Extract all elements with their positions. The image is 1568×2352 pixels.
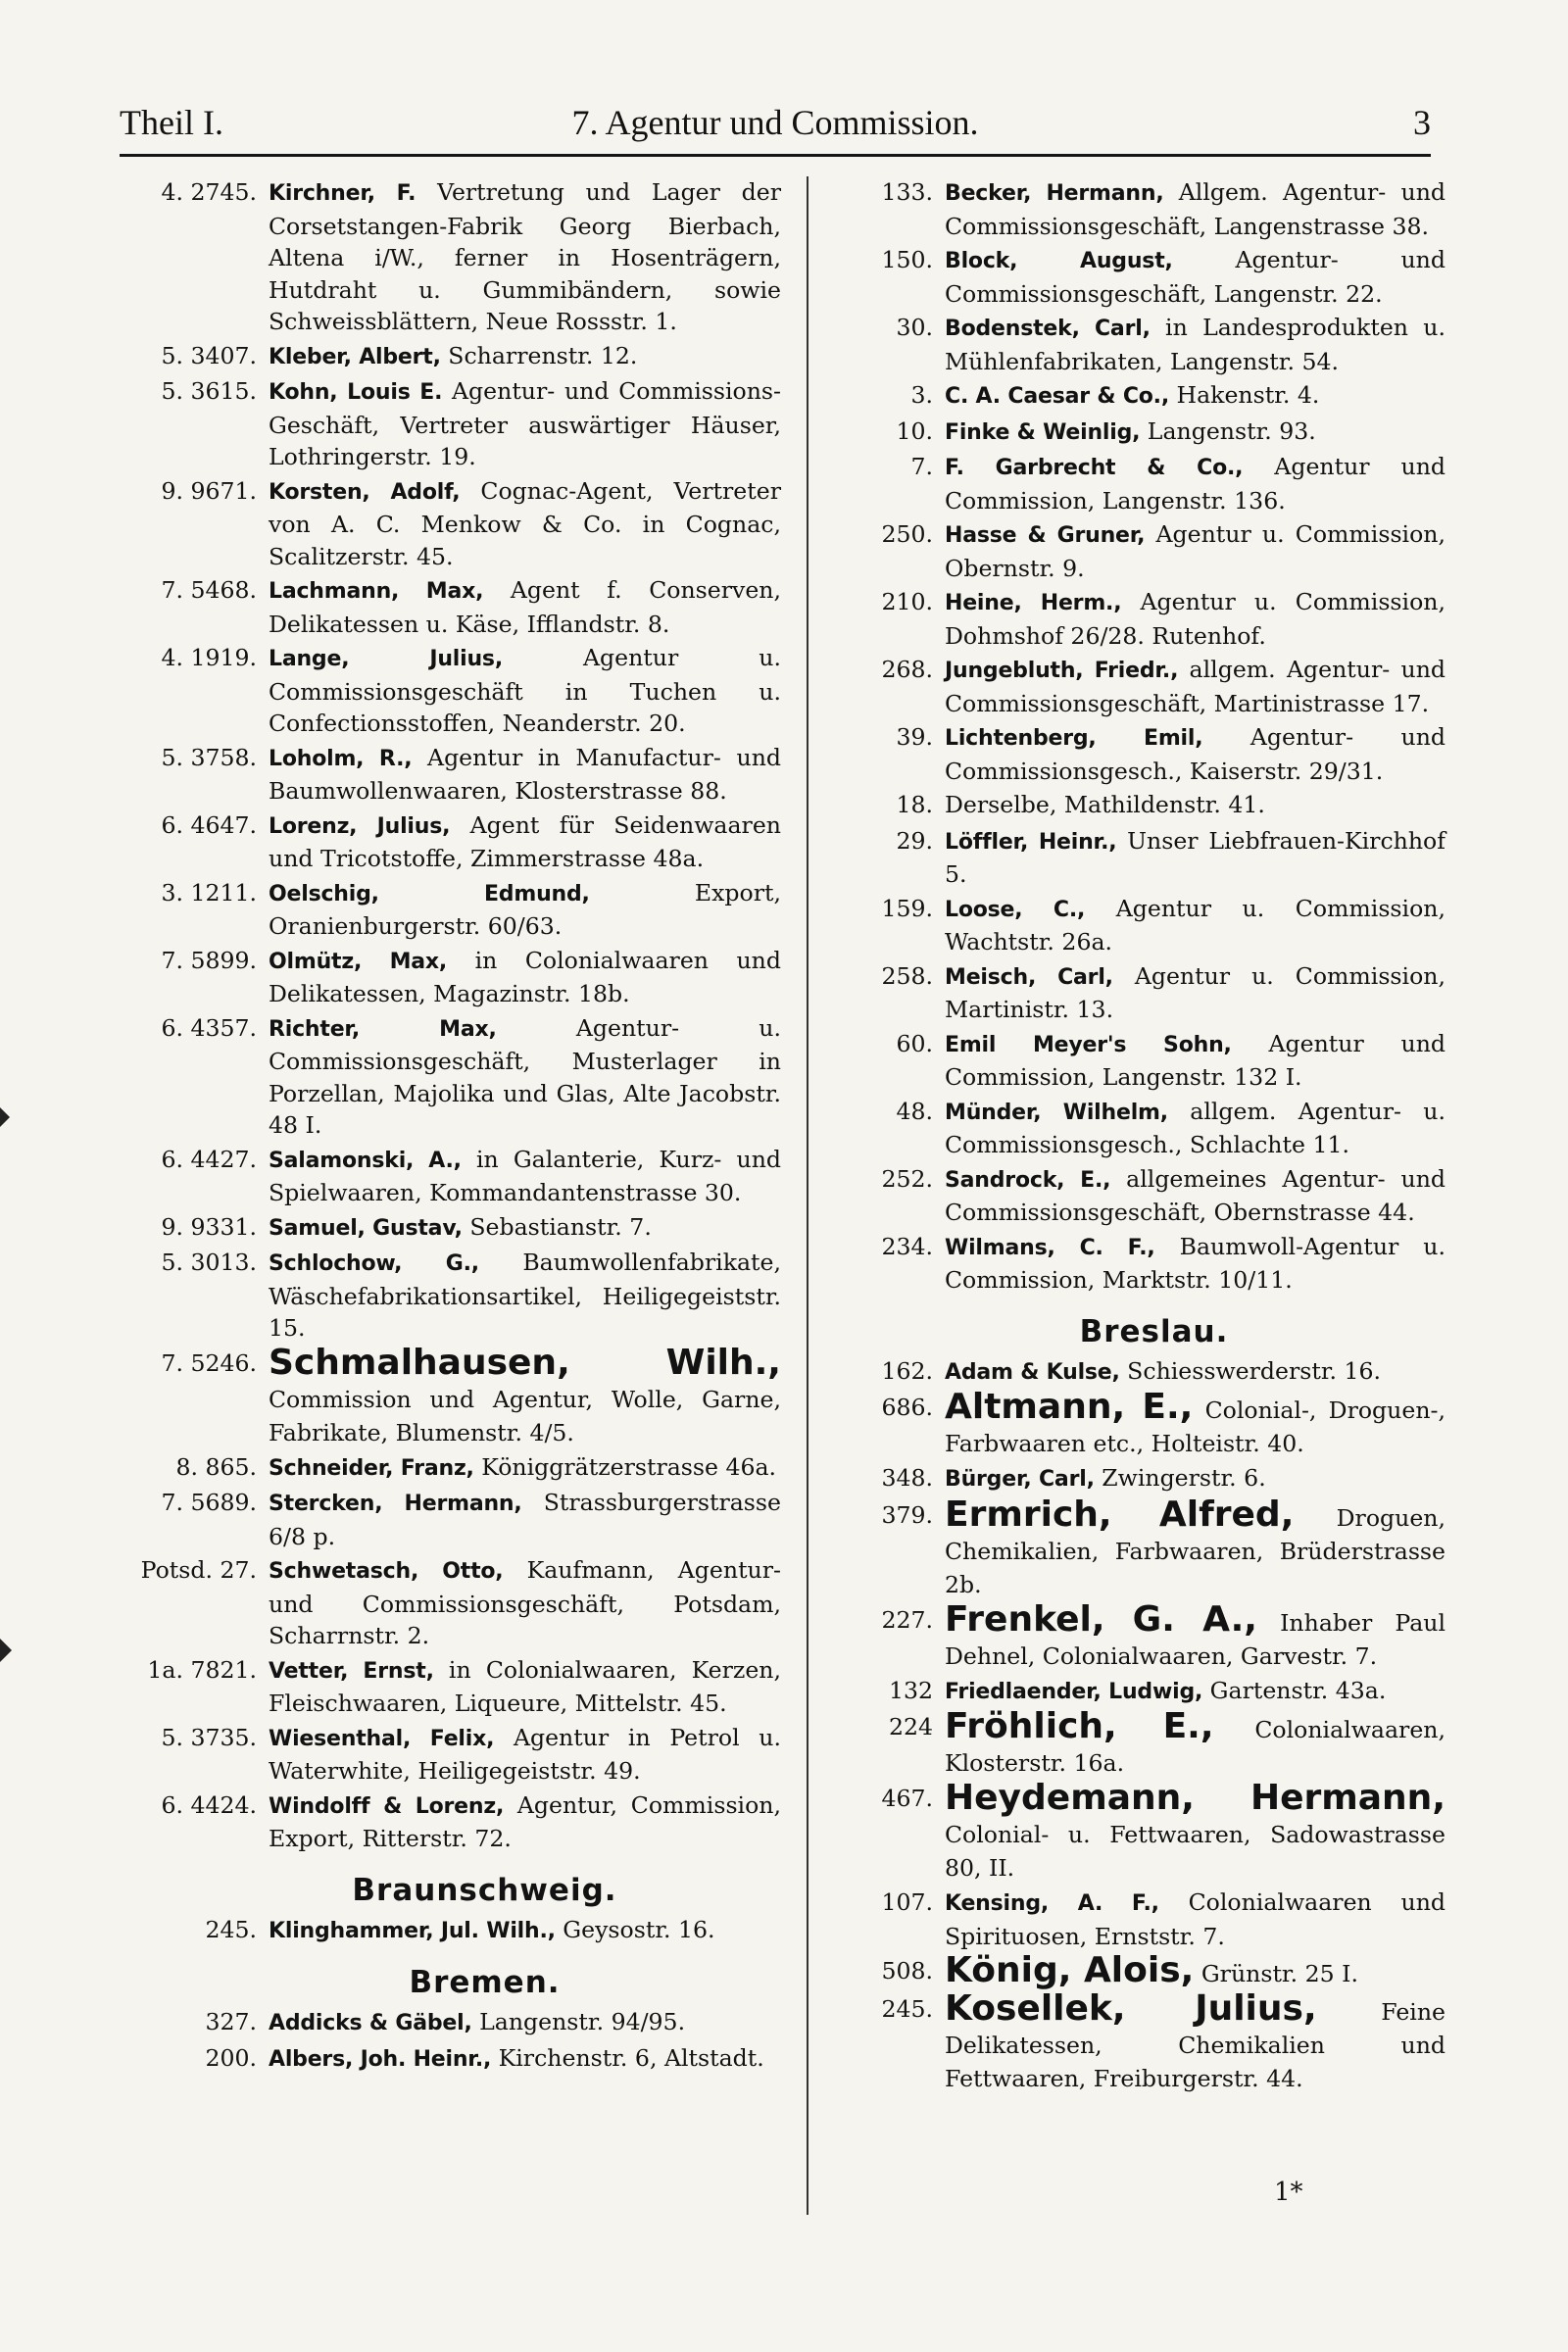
entry-number: 258. [881, 961, 933, 990]
entry-body [269, 2042, 781, 2077]
entry-description: Langenstr. 94/95. [471, 2008, 686, 2035]
entry-description: allgem. Agentur- u. Commissionsgesch., Schlachte 11. [945, 1097, 1446, 1158]
entry-description: Agentur u. Commissionsgeschäft in Tuchen u. Confectionsstoffen, Neanderstr. 20. [269, 644, 781, 737]
firm-name: Olmütz, Max, [269, 949, 448, 974]
entry-body [269, 1789, 781, 1855]
entry-description: Inhaber Paul Dehnel, Colonialwaaren, Garvestr. 7. [945, 1608, 1446, 1670]
entry-description: Agentur- u. Commissionsgeschäft, Musterlager in Porzellan, Majolika und Glas, Alte Jacobstr. 48 I. [269, 1013, 781, 1139]
entry-body [945, 1096, 1446, 1161]
entry-number: 107. [881, 1888, 933, 1916]
directory-entry [833, 654, 1446, 719]
entry-number: 4. 2745. [161, 178, 257, 206]
entry-body [269, 1722, 781, 1788]
firm-name: Becker, Hermann, [945, 181, 1164, 206]
entry-number: 5. 3407. [161, 341, 257, 369]
entry-body [945, 1778, 1446, 1885]
entry-description: Schiesswerderstr. 16. [1119, 1356, 1382, 1385]
firm-name: Lichtenberg, Emil, [945, 726, 1203, 751]
entry-body [269, 375, 781, 473]
firm-name: Kosellek, Julius, [945, 1988, 1317, 2029]
entry-description: Agentur- und Commissionsgesch., Kaiserstr. 29/31. [945, 723, 1446, 785]
directory-entry [833, 176, 1446, 242]
entry-number: 10. [896, 416, 933, 445]
entry-number: 200. [205, 2043, 257, 2072]
entry-description: Agentur u. Commission, Martinistr. 13. [945, 961, 1446, 1023]
entry-body [269, 1012, 781, 1142]
entry-body [269, 1342, 781, 1449]
entry-number: 3. 1211. [161, 878, 257, 906]
entry-body [945, 789, 1446, 823]
entry-body [945, 176, 1446, 242]
directory-entry [120, 2042, 781, 2077]
entry-number: 1a. 7821. [147, 1655, 257, 1684]
entry-body [945, 1387, 1446, 1460]
entry-number: 234. [881, 1232, 933, 1260]
directory-entry [833, 1163, 1446, 1229]
firm-name: F. Garbrecht & Co., [945, 456, 1244, 480]
entry-number: 467. [881, 1785, 933, 1812]
entry-body [269, 1211, 781, 1246]
directory-entry [833, 1706, 1446, 1780]
firm-name: Oelschig, Edmund, [269, 881, 590, 906]
entry-description: Königgrätzerstrasse 46a. [473, 1452, 777, 1481]
directory-entry [120, 1654, 781, 1720]
entry-description: Feine Delikatessen, Chemikalien und Fettwaaren, Freiburgerstr. 44. [945, 1998, 1446, 2092]
firm-name: Heydemann, Hermann, [945, 1778, 1446, 1818]
firm-name: Loose, C., [945, 897, 1086, 922]
directory-entry [833, 1598, 1446, 1673]
entry-description: Derselbe, Mathildenstr. 41. [945, 791, 1265, 818]
entry-body [269, 1654, 781, 1720]
entry-description: Strassburgerstrasse 6/8 p. [269, 1489, 781, 1550]
entry-body [945, 1886, 1446, 1952]
entry-number: 508. [881, 1957, 933, 1984]
page-edge-mark [0, 1107, 10, 1127]
directory-entry [833, 1096, 1446, 1161]
entry-description: Grünstr. 25 I. [1194, 1960, 1358, 1987]
entry-body [945, 1950, 1446, 1990]
entry-body [945, 244, 1446, 310]
directory-entry [120, 475, 781, 573]
entry-description: Agentur und Commission, Langenstr. 136. [945, 453, 1446, 514]
firm-name: Friedlaender, Ludwig, [945, 1679, 1203, 1704]
entry-number: 18. [896, 791, 933, 818]
entry-number: 227. [881, 1605, 933, 1634]
entry-number: 210. [881, 588, 933, 615]
entry-description: allgemeines Agentur- und Commissionsgeschäft, Obernstrasse 44. [945, 1164, 1446, 1226]
entry-body [945, 1706, 1446, 1780]
entry-body [945, 312, 1446, 377]
entry-body [269, 2006, 781, 2040]
entry-description: Kaufmann, Agentur- und Commissionsgeschäft, Potsdam, Scharrnstr. 2. [269, 1556, 781, 1649]
directory-entry [120, 176, 781, 338]
directory-entry [120, 1144, 781, 1209]
entry-body [269, 176, 781, 338]
entry-number: 150. [881, 246, 933, 273]
entry-description: Agentur in Manufactur- und Baumwollenwaaren, Klosterstrasse 88. [269, 743, 782, 805]
directory-entry [120, 2006, 781, 2040]
entry-description: Geysostr. 16. [555, 1915, 715, 1943]
entry-body [269, 1247, 781, 1345]
entry-body [945, 654, 1446, 719]
entry-body [945, 1028, 1446, 1094]
firm-name: Emil Meyer's Sohn, [945, 1032, 1232, 1057]
entry-body [945, 1355, 1446, 1390]
firm-name: König, Alois, [945, 1950, 1195, 1990]
entry-description: Langenstr. 93. [1140, 416, 1316, 445]
entry-description: Gartenstr. 43a. [1202, 1676, 1387, 1704]
entry-number: 9. 9331. [161, 1212, 257, 1241]
entry-number: 6. 4357. [161, 1013, 257, 1042]
entry-number: 7. [910, 453, 933, 480]
entry-body [945, 416, 1446, 450]
firm-name: Kohn, Louis E. [269, 380, 443, 405]
entry-number: 60. [896, 1029, 933, 1057]
entry-number: 252. [881, 1164, 933, 1193]
entry-body [945, 379, 1446, 414]
entry-number: 39. [896, 723, 933, 751]
entry-description: in Colonialwaaren und Delikatessen, Magazinstr. 18b. [269, 946, 781, 1007]
directory-entry [833, 586, 1446, 652]
directory-entry [120, 1487, 781, 1552]
section-title: 7. Agentur und Commission. [571, 103, 979, 142]
entry-number: 245. [205, 1915, 257, 1943]
firm-name: Loholm, R., [269, 746, 413, 771]
entry-number: 162. [881, 1356, 933, 1385]
firm-name: Kensing, A. F., [945, 1891, 1159, 1916]
firm-name: Kleber, Albert, [269, 344, 441, 369]
entry-description: Droguen, Chemikalien, Farbwaaren, Brüderstrasse 2b. [945, 1503, 1446, 1598]
entry-body [269, 574, 781, 640]
entry-body [945, 518, 1446, 584]
directory-entry [833, 960, 1446, 1026]
entry-body [945, 960, 1446, 1026]
entry-description: Agent f. Conserven, Delikatessen u. Käse, Ifflandstr. 8. [269, 576, 781, 638]
city-heading: Braunschweig. [352, 1872, 617, 1908]
city-heading: Breslau. [1079, 1313, 1229, 1349]
firm-name: Albers, Joh. Heinr., [269, 2046, 492, 2072]
entry-number: 245. [881, 1995, 933, 2023]
directory-entry [833, 825, 1446, 891]
firm-name: Schmalhausen, Wilh., [269, 1342, 781, 1383]
entry-description: Export, Oranienburgerstr. 60/63. [269, 878, 781, 940]
page-header [120, 102, 1431, 147]
entry-description: Unser Liebfrauen-Kirchhof 5. [945, 826, 1446, 888]
firm-name: Bürger, Carl, [945, 1467, 1095, 1492]
page-number: 3 [1413, 103, 1431, 142]
signature-mark: 1* [1274, 2178, 1303, 2207]
entry-number: 9. 9671. [161, 476, 257, 505]
directory-entry [120, 1914, 781, 1948]
entry-body [269, 1914, 781, 1948]
entry-description: in Colonialwaaren, Kerzen, Fleischwaaren, Liqueure, Mittelstr. 45. [269, 1655, 781, 1717]
entry-body [945, 1462, 1446, 1496]
entry-number: 348. [881, 1464, 933, 1492]
directory-entry [833, 893, 1446, 958]
entry-body [269, 742, 781, 808]
directory-entry [833, 451, 1446, 516]
entry-description: Sebastianstr. 7. [462, 1212, 652, 1241]
entry-body [269, 945, 781, 1010]
entry-number: 6. 4424. [161, 1790, 257, 1819]
directory-entry [120, 1451, 781, 1486]
firm-name: Samuel, Gustav, [269, 1215, 463, 1241]
firm-name: Wiesenthal, Felix, [269, 1726, 495, 1751]
entry-description: Colonialwaaren, Klosterstr. 16a. [945, 1716, 1446, 1777]
entry-description: Baumwoll-Agentur u. Commission, Marktstr. 10/11. [945, 1232, 1446, 1294]
entry-number: 7. 5246. [161, 1348, 257, 1377]
right-column [833, 176, 1446, 2097]
entry-number: 30. [896, 314, 933, 341]
left-column [120, 176, 781, 2078]
city-heading: Bremen. [409, 1965, 561, 2000]
entry-description: Allgem. Agentur- und Commissionsgeschäft, Langenstrasse 38. [945, 178, 1446, 240]
firm-name: Meisch, Carl, [945, 964, 1113, 990]
entry-body [945, 451, 1446, 516]
entry-description: Agentur u. Commission, Obernstr. 9. [945, 520, 1446, 582]
directory-entry [120, 742, 781, 808]
entry-description: Agentur und Commission, Langenstr. 132 I. [945, 1029, 1446, 1091]
entry-description: Zwingerstr. 6. [1094, 1464, 1266, 1492]
entry-body [269, 642, 781, 740]
part-label: Theil I. [120, 103, 223, 142]
firm-name: Heine, Herm., [945, 591, 1122, 615]
entry-number: 686. [881, 1394, 933, 1421]
directory-entry [833, 1778, 1446, 1885]
firm-name: Richter, Max, [269, 1016, 497, 1042]
entry-description: Agentur- und Commissionsgeschäft, Langenstr. 22. [945, 246, 1446, 308]
directory-entry [833, 1950, 1446, 1990]
entry-body [945, 1231, 1446, 1297]
entry-description: Cognac-Agent, Vertreter von A. C. Menkow & Co. in Cognac, Scalitzerstr. 45. [269, 476, 781, 570]
directory-entry [833, 789, 1446, 823]
firm-name: Kirchner, F. [269, 181, 416, 206]
entry-number: 6. 4427. [161, 1145, 257, 1173]
firm-name: Schlochow, G., [269, 1251, 479, 1276]
firm-name: Hasse & Gruner, [945, 523, 1146, 548]
firm-name: Fröhlich, E., [945, 1706, 1214, 1746]
entry-description: Colonial-, Droguen-, Farbwaaren etc., Holteistr. 40. [945, 1396, 1446, 1457]
entry-body [269, 809, 781, 875]
entry-description: Agentur in Petrol u. Waterwhite, Heiligegeiststr. 49. [269, 1723, 781, 1785]
directory-entry [120, 1722, 781, 1788]
directory-entry [120, 574, 781, 640]
entry-body [945, 1494, 1446, 1601]
firm-name: Frenkel, G. A., [945, 1598, 1257, 1640]
entry-number: 3. [910, 381, 933, 409]
directory-entry [120, 642, 781, 740]
firm-name: Löffler, Heinr., [945, 829, 1117, 855]
entry-body [945, 1988, 1446, 2095]
directory-entry [833, 1028, 1446, 1094]
entry-body [269, 877, 781, 943]
entry-description: Baumwollenfabrikate, Wäschefabrikationsartikel, Heiligegeiststr. 15. [269, 1249, 781, 1342]
firm-name: Altmann, E., [945, 1387, 1194, 1427]
directory-entry [120, 1211, 781, 1246]
entry-description: Commission und Agentur, Wolle, Garne, Fabrikate, Blumenstr. 4/5. [269, 1385, 781, 1446]
firm-name: Adam & Kulse, [945, 1359, 1120, 1385]
entry-description: Agentur u. Commission, Wachtstr. 26a. [945, 894, 1446, 956]
entry-number: 327. [205, 2008, 257, 2035]
firm-name: Ermrich, Alfred, [945, 1494, 1295, 1535]
entry-description: allgem. Agentur- und Commissionsgeschäft, Martinistrasse 17. [945, 656, 1446, 717]
column-separator [807, 176, 808, 2215]
firm-name: Addicks & Gäbel, [269, 2011, 472, 2035]
firm-name: Klinghammer, Jul. Wilh., [269, 1918, 556, 1943]
entry-description: Agent für Seidenwaaren und Tricotstoffe, Zimmerstrasse 48a. [269, 810, 781, 872]
entry-description: Kirchenstr. 6, Altstadt. [491, 2043, 764, 2072]
entry-number: 6. 4647. [161, 810, 257, 839]
entry-number: 250. [881, 520, 933, 548]
entry-body [945, 721, 1446, 787]
firm-name: Korsten, Adolf, [269, 479, 461, 505]
directory-entry [833, 518, 1446, 584]
directory-entry [120, 1789, 781, 1855]
directory-entry [833, 1988, 1446, 2095]
directory-entry [833, 1675, 1446, 1709]
firm-name: Block, August, [945, 249, 1173, 273]
directory-entry [833, 244, 1446, 310]
directory-entry [120, 1554, 781, 1652]
entry-body [945, 1675, 1446, 1709]
entry-number: Potsd. 27. [140, 1556, 257, 1584]
entry-number: 268. [881, 656, 933, 683]
firm-name: Münder, Wilhelm, [945, 1100, 1168, 1125]
entry-body [945, 1598, 1446, 1673]
entry-number: 4. 1919. [161, 644, 257, 671]
entry-number: 5. 3735. [161, 1723, 257, 1751]
directory-entry [833, 416, 1446, 450]
directory-entry [833, 1886, 1446, 1952]
entry-description: in Landesprodukten u. Mühlenfabrikaten, Langenstr. 54. [945, 314, 1446, 375]
directory-entry [120, 809, 781, 875]
entry-number: 379. [881, 1500, 933, 1529]
firm-name: Jungebluth, Friedr., [945, 659, 1179, 683]
entry-body [945, 825, 1446, 891]
entry-number: 5. 3615. [161, 377, 257, 405]
entry-number: 48. [896, 1097, 933, 1125]
entry-body [269, 1554, 781, 1652]
entry-body [945, 893, 1446, 958]
directory-entry [120, 1012, 781, 1142]
directory-entry [120, 1342, 781, 1449]
directory-entry [833, 1231, 1446, 1297]
entry-body [945, 586, 1446, 652]
entry-description: in Galanterie, Kurz- und Spielwaaren, Kommandantenstrasse 30. [269, 1145, 782, 1206]
directory-entry [833, 1462, 1446, 1496]
directory-entry [120, 1247, 781, 1345]
directory-entry [833, 379, 1446, 414]
entry-description: Agentur, Commission, Export, Ritterstr. 72. [269, 1790, 781, 1852]
entry-description: Agentur u. Commission, Dohmshof 26/28. Rutenhof. [945, 588, 1446, 650]
entry-number: 5. 3013. [161, 1249, 257, 1276]
firm-name: Lachmann, Max, [269, 579, 484, 604]
entry-number: 132 [888, 1676, 933, 1704]
entry-number: 29. [896, 826, 933, 855]
firm-name: Finke & Weinlig, [945, 419, 1141, 445]
entry-description: Scharrenstr. 12. [440, 341, 638, 369]
directory-entry [833, 1494, 1446, 1601]
firm-name: Windolff & Lorenz, [269, 1793, 505, 1819]
firm-name: Schwetasch, Otto, [269, 1559, 504, 1584]
firm-name: Sandrock, E., [945, 1167, 1111, 1193]
page-edge-mark [0, 1639, 12, 1662]
entry-body [269, 1487, 781, 1552]
firm-name: Wilmans, C. F., [945, 1235, 1155, 1260]
header-rule [120, 154, 1431, 157]
directory-entry [120, 877, 781, 943]
entry-description: Agentur- und Commissions-Geschäft, Vertreter auswärtiger Häuser, Lothringerstr. 19. [269, 377, 782, 470]
entry-body [269, 340, 781, 374]
entry-body [269, 1144, 781, 1209]
firm-name: Salamonski, A., [269, 1148, 462, 1173]
firm-name: Lorenz, Julius, [269, 813, 451, 839]
entry-description: Hakenstr. 4. [1169, 381, 1320, 409]
entry-number: 224 [888, 1713, 933, 1740]
firm-name: Vetter, Ernst, [269, 1658, 434, 1684]
directory-entry [833, 721, 1446, 787]
firm-name: Bodenstek, Carl, [945, 317, 1151, 341]
directory-entry [833, 312, 1446, 377]
entry-number: 7. 5689. [161, 1489, 257, 1516]
directory-entry [833, 1355, 1446, 1390]
entry-number: 5. 3758. [161, 743, 257, 771]
entry-body [945, 1163, 1446, 1229]
entry-body [269, 1451, 781, 1486]
firm-name: C. A. Caesar & Co., [945, 384, 1169, 409]
firm-name: Schneider, Franz, [269, 1455, 474, 1481]
firm-name: Stercken, Hermann, [269, 1492, 522, 1516]
entry-number: 7. 5899. [161, 946, 257, 974]
entry-number: 7. 5468. [161, 576, 257, 604]
directory-entry [120, 340, 781, 374]
entry-body [269, 475, 781, 573]
directory-entry [833, 1387, 1446, 1460]
entry-number: 133. [881, 178, 933, 206]
entry-description: Colonial- u. Fettwaaren, Sadowastrasse 80, II. [945, 1821, 1446, 1882]
entry-description: Colonialwaaren und Spirituosen, Ernststr. 7. [945, 1888, 1446, 1950]
directory-entry [120, 945, 781, 1010]
firm-name: Lange, Julius, [269, 647, 503, 671]
directory-entry [120, 375, 781, 473]
entry-description: Vertretung und Lager der Corsetstangen-Fabrik Georg Bierbach, Altena i/W., ferner in Hosenträgern, Hutdraht u. Gummibändern, sowie Schweissblättern, Neue Rossstr. 1. [269, 178, 781, 335]
entry-number: 8. 865. [175, 1452, 257, 1481]
entry-number: 159. [881, 894, 933, 922]
